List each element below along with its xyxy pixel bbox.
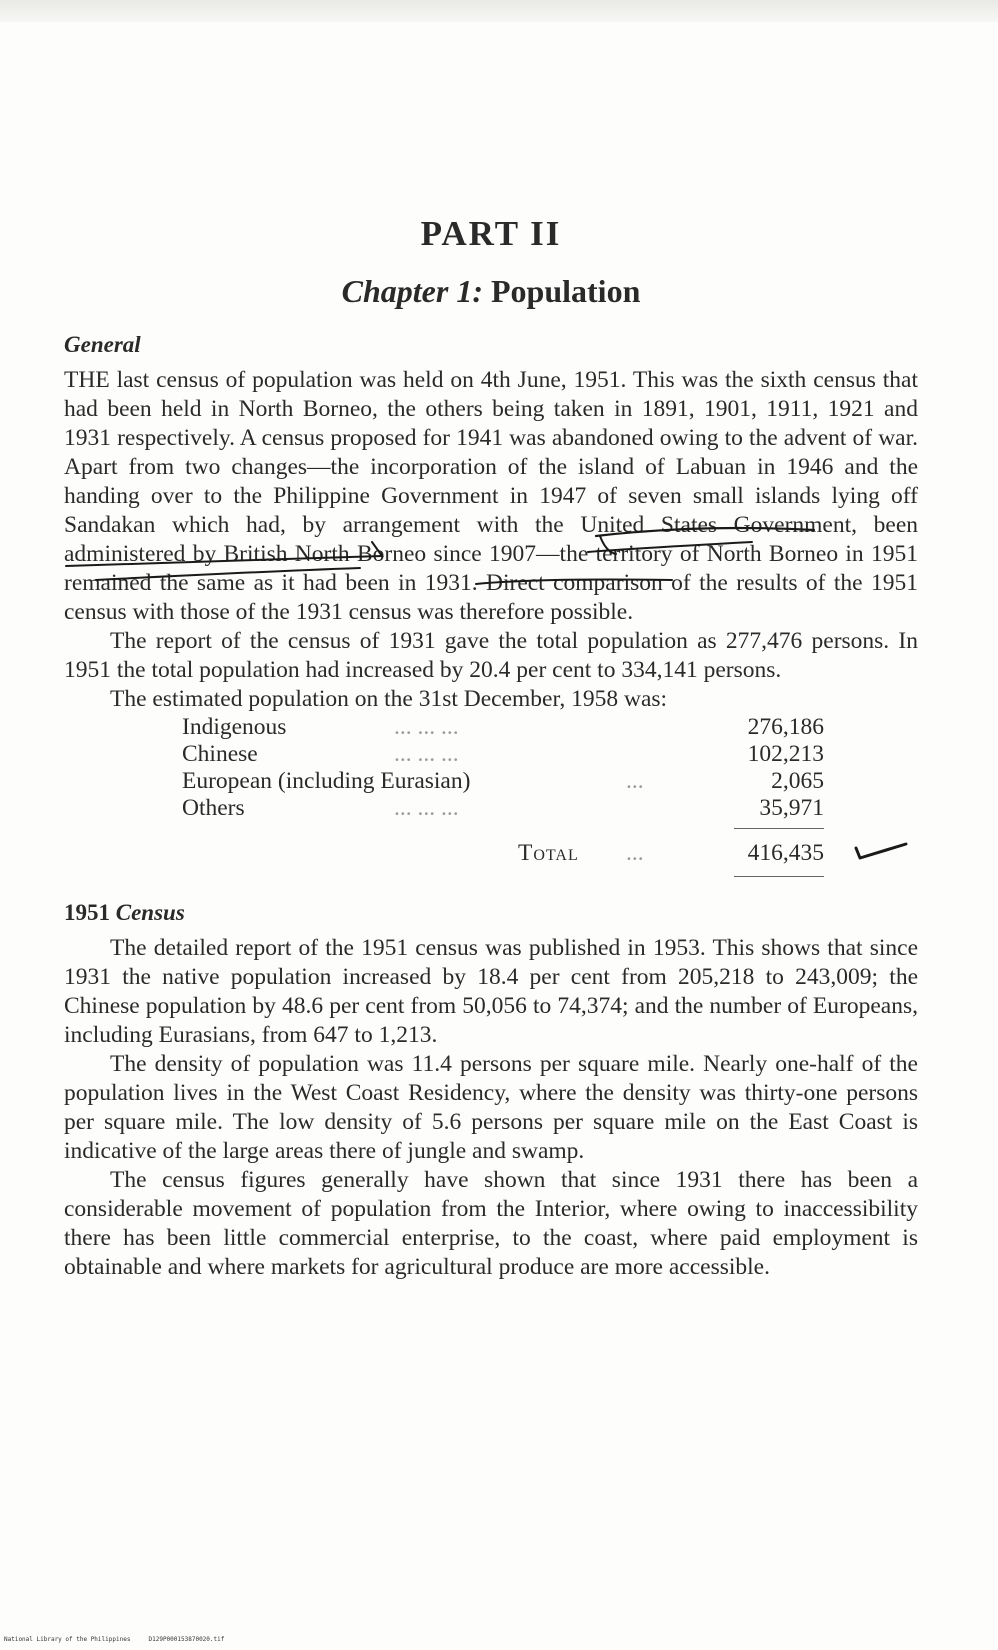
chapter-heading: [64, 270, 918, 312]
total-label: Total: [518, 840, 579, 866]
table-row: [64, 795, 918, 822]
population-table: [64, 714, 918, 896]
scan-top-edge: [0, 0, 998, 22]
row-value: 2,065: [771, 768, 824, 794]
table-row: [64, 714, 918, 741]
paragraph-census-3: The census figures generally have shown that since 1931 there has been a considerable movement of population from the Interior, where owing to inaccessibility there has been little commercial enterprise, to the coast, where paid employment is obtainable and where markets for agricultural produce are more accessible.: [64, 1167, 918, 1280]
section-heading-census: [64, 896, 918, 930]
row-label: Chinese: [182, 741, 258, 767]
part-heading: PART II: [420, 214, 562, 253]
total-value: 416,435: [747, 840, 824, 866]
row-leader-dots: ... ... ...: [394, 795, 459, 821]
paragraph-general-3: The estimated population on the 31st December, 1958 was:: [110, 686, 668, 712]
table-rule-top-wrap: [64, 822, 918, 832]
row-value: 276,186: [747, 714, 824, 740]
table-row: [64, 741, 918, 768]
paragraph-census-1: The detailed report of the 1951 census was published in 1953. This shows that since 1931 the native population increased by 18.4 per cent from 205,218 to 243,009; the Chinese population by 48.6 per cent from 50,056 to 74,374; and the number of Europeans, including Eurasians, from 647 to 1,213.: [64, 935, 918, 1048]
chapter-title: Population: [490, 273, 641, 309]
table-rule-bottom-wrap: [64, 874, 918, 896]
total-rule-top: [734, 828, 824, 829]
census-heading-word: Census: [115, 900, 185, 925]
total-rule-bottom: [734, 876, 824, 877]
paragraph-general-2: The report of the census of 1931 gave the total population as 277,476 persons. In 1951 the total population had increased by 20.4 per cent to 334,141 persons.: [64, 628, 918, 683]
row-label: Others: [182, 795, 245, 821]
row-value: 35,971: [759, 795, 824, 821]
total-row: [64, 832, 918, 874]
row-leader-dots: ... ... ...: [394, 741, 459, 767]
row-leader-dots: ... ... ...: [394, 714, 459, 740]
total-leader-dots: ...: [626, 840, 644, 866]
pen-tick-mark-icon: [854, 842, 908, 864]
scan-footer: National Library of the Philippines D129P000153870020.tif: [4, 1636, 225, 1643]
row-value: 102,213: [747, 741, 824, 767]
row-label: Indigenous: [182, 714, 287, 740]
section-heading-general: General: [64, 332, 141, 357]
row-label: European (including Eurasian): [182, 768, 471, 794]
paragraph-general-1: THE last census of population was held on 4th June, 1951. This was the sixth census that had been held in North Borneo, the others being taken in 1891, 1901, 1911, 1921 and 1931 respectively. A census proposed for 1941 was abandoned owing to the advent of war. Apart from two changes—the incorporation of the island of Labuan in 1946 and the handing over to the Philippine Government in 1947 of seven small islands lying off Sandakan which had, by arrangement with the United States Government, been administered by British North Borneo since 1907—the territory of North Borneo in 1951 remained the same as it had been in 1931. Direct comparison of the results of the 1951 census with those of the 1931 census was therefore possible.: [64, 367, 918, 625]
book-page: [64, 210, 918, 1282]
paragraph-census-2: The density of population was 11.4 persons per square mile. Nearly one-half of the population lives in the West Coast Residency, where the density was thirty-one persons per square mile. The low density of 5.6 persons per square mile on the East Coast is indicative of the large areas there of jungle and swamp.: [64, 1051, 918, 1164]
chapter-number: Chapter 1:: [341, 273, 483, 309]
table-row: [64, 768, 918, 795]
row-leader-dots: ...: [626, 768, 644, 794]
census-heading-year: 1951: [64, 900, 110, 925]
